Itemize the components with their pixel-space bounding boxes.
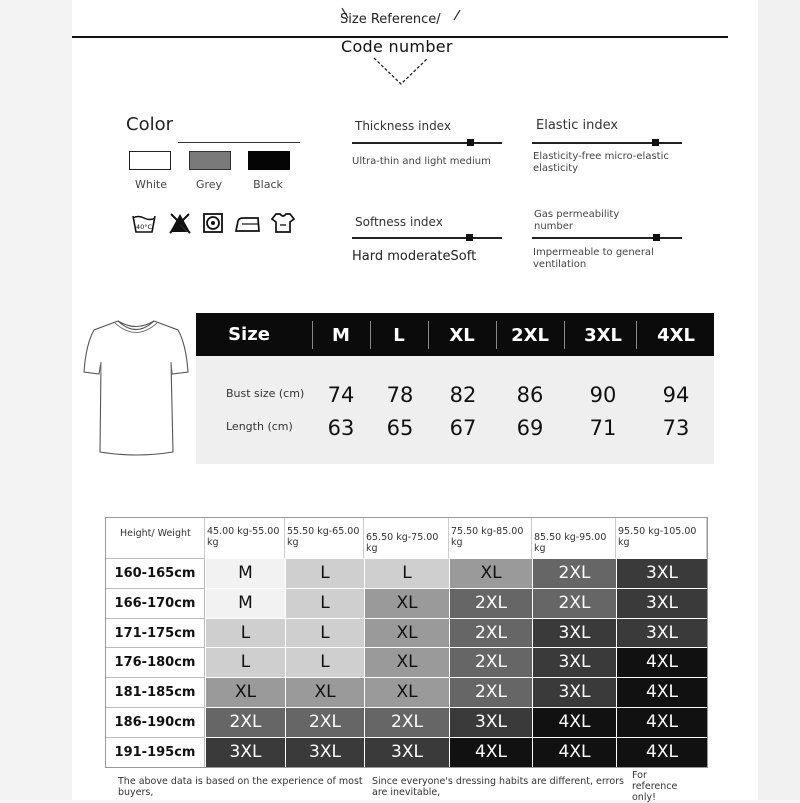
- size-recommendation-cell: 4XL: [532, 737, 616, 767]
- elastic-slider-knob: [652, 139, 659, 146]
- elastic-desc: Elasticity-free micro-elastic elasticity: [533, 151, 669, 174]
- bust-l: 78: [386, 383, 414, 407]
- size-recommendation-cell: XL: [364, 677, 449, 707]
- swatch-white: [129, 151, 171, 170]
- softness-desc-right: Soft: [450, 249, 477, 264]
- bust-2xl: 86: [516, 383, 544, 407]
- bust-4xl: 94: [662, 383, 690, 407]
- length-label: Length (cm): [226, 420, 293, 433]
- size-recommendation-cell: L: [364, 558, 449, 588]
- length-l: 65: [386, 416, 414, 440]
- size-table-header: [196, 313, 714, 356]
- right-margin: [758, 0, 800, 800]
- size-recommendation-cell: 4XL: [616, 677, 707, 707]
- size-recommendation-cell: 3XL: [364, 737, 449, 767]
- size-recommendation-cell: M: [205, 588, 285, 618]
- tshirt-outline-image: [82, 318, 190, 458]
- weight-column-header: 85.50 kg-95.00 kg: [532, 518, 616, 558]
- size-table-body: [196, 356, 714, 464]
- down-arrow-icon: [370, 56, 432, 88]
- size-recommendation-cell: 3XL: [449, 707, 532, 737]
- size-recommendation-cell: 2XL: [532, 588, 616, 618]
- size-header-separator: [636, 321, 637, 349]
- size-recommendation-cell: 3XL: [532, 647, 616, 677]
- weight-table-corner: Height/ Weight: [106, 518, 205, 558]
- note-left: The above data is based on the experience of most buyers,: [118, 776, 363, 798]
- softness-desc-left: Hard moderate: [352, 249, 451, 264]
- swatch-black-label: Black: [253, 178, 283, 191]
- swatch-white-label: White: [135, 178, 167, 191]
- gas-desc: Impermeable to general ventilation: [533, 247, 654, 270]
- height-row-label: 176-180cm: [106, 647, 205, 677]
- elastic-slider-track: [532, 142, 682, 144]
- size-recommendation-cell: 4XL: [616, 647, 707, 677]
- size-recommendation-cell: 3XL: [285, 737, 364, 767]
- height-row-label: 181-185cm: [106, 677, 205, 707]
- size-recommendation-cell: L: [205, 647, 285, 677]
- wash-temp-text: 40°C: [135, 223, 153, 231]
- size-recommendation-cell: 2XL: [364, 707, 449, 737]
- size-recommendation-cell: 2XL: [449, 677, 532, 707]
- size-recommendation-cell: 2XL: [449, 618, 532, 648]
- size-recommendation-cell: XL: [449, 558, 532, 588]
- bust-m: 74: [327, 383, 355, 407]
- size-recommendation-cell: 2XL: [449, 647, 532, 677]
- size-header-2xl: 2XL: [511, 325, 549, 346]
- size-recommendation-cell: XL: [364, 588, 449, 618]
- wash-30-icon: [131, 212, 157, 234]
- size-header-label: Size: [228, 324, 270, 345]
- weight-column-header: 75.50 kg-85.00 kg: [449, 518, 532, 558]
- elastic-index-title: Elastic index: [536, 118, 619, 133]
- size-header-3xl: 3XL: [584, 325, 622, 346]
- length-2xl: 69: [516, 416, 544, 440]
- size-header-separator: [312, 321, 313, 349]
- height-row-label: 171-175cm: [106, 618, 205, 648]
- header-tick-marks: [336, 4, 466, 34]
- size-recommendation-cell: 4XL: [449, 737, 532, 767]
- swatch-grey-label: Grey: [195, 178, 223, 191]
- gas-slider-knob: [653, 234, 660, 241]
- size-recommendation-cell: L: [285, 558, 364, 588]
- size-header-4xl: 4XL: [657, 325, 695, 346]
- size-recommendation-cell: 3XL: [205, 737, 285, 767]
- size-recommendation-cell: 3XL: [616, 558, 707, 588]
- length-4xl: 73: [662, 416, 690, 440]
- size-recommendation-cell: 4XL: [532, 707, 616, 737]
- size-header-separator: [496, 321, 497, 349]
- bust-size-label: Bust size (cm): [226, 387, 305, 400]
- size-recommendation-cell: 2XL: [285, 707, 364, 737]
- height-weight-table: [105, 517, 708, 768]
- thickness-desc: Ultra-thin and light medium: [352, 156, 491, 167]
- size-recommendation-cell: 4XL: [616, 707, 707, 737]
- note-middle: Since everyone's dressing habits are different, errors are inevitable,: [372, 776, 624, 798]
- size-recommendation-cell: M: [205, 558, 285, 588]
- softness-slider-knob: [466, 234, 473, 241]
- weight-column-header: 45.00 kg-55.00 kg: [205, 518, 285, 558]
- size-recommendation-cell: XL: [364, 618, 449, 648]
- size-header-l: L: [393, 325, 405, 346]
- size-recommendation-cell: XL: [364, 647, 449, 677]
- size-recommendation-cell: 3XL: [616, 618, 707, 648]
- size-header-separator: [370, 321, 371, 349]
- hang-dry-icon: [270, 210, 296, 234]
- length-xl: 67: [449, 416, 477, 440]
- size-recommendation-cell: 3XL: [616, 588, 707, 618]
- height-row-label: 160-165cm: [106, 558, 205, 588]
- size-recommendation-cell: XL: [285, 677, 364, 707]
- size-header-xl: XL: [449, 325, 475, 346]
- size-recommendation-cell: L: [285, 647, 364, 677]
- size-header-separator: [428, 321, 429, 349]
- size-recommendation-cell: L: [285, 618, 364, 648]
- length-m: 63: [327, 416, 355, 440]
- size-recommendation-cell: 2XL: [532, 558, 616, 588]
- note-right: For reference only!: [632, 770, 678, 803]
- height-row-label: 186-190cm: [106, 707, 205, 737]
- thickness-index-title: Thickness index: [355, 119, 451, 133]
- weight-column-header: 65.50 kg-75.00 kg: [364, 518, 449, 558]
- size-recommendation-cell: 2XL: [205, 707, 285, 737]
- bust-3xl: 90: [589, 383, 617, 407]
- color-title: Color: [126, 114, 173, 135]
- weight-column-header: 55.50 kg-65.00 kg: [285, 518, 364, 558]
- bust-xl: 82: [449, 383, 477, 407]
- size-recommendation-cell: 2XL: [449, 588, 532, 618]
- gas-permeability-title: Gas permeability number: [534, 209, 620, 232]
- size-recommendation-cell: XL: [205, 677, 285, 707]
- size-header-separator: [564, 321, 565, 349]
- size-recommendation-cell: L: [285, 588, 364, 618]
- height-row-label: 166-170cm: [106, 588, 205, 618]
- swatch-grey: [189, 151, 231, 170]
- size-reference-text: Size Reference/: [340, 12, 441, 27]
- left-margin: [0, 0, 72, 800]
- code-number-title: Code number: [341, 37, 453, 56]
- softness-desc: [352, 249, 476, 264]
- tumble-dry-icon: [202, 212, 224, 234]
- iron-icon: [234, 214, 262, 234]
- thickness-slider-track: [352, 142, 502, 144]
- no-bleach-icon: [168, 212, 192, 234]
- height-row-label: 191-195cm: [106, 737, 205, 767]
- softness-slider-track: [352, 237, 502, 239]
- softness-index-title: Softness index: [355, 215, 443, 229]
- color-underline: [178, 142, 300, 143]
- size-recommendation-cell: 3XL: [532, 677, 616, 707]
- thickness-slider-knob: [467, 139, 474, 146]
- length-3xl: 71: [589, 416, 617, 440]
- swatch-black: [248, 151, 290, 170]
- size-recommendation-cell: 3XL: [532, 618, 616, 648]
- size-recommendation-cell: 4XL: [616, 737, 707, 767]
- size-recommendation-cell: L: [205, 618, 285, 648]
- size-header-m: M: [332, 325, 350, 346]
- weight-column-header: 95.50 kg-105.00 kg: [616, 518, 707, 558]
